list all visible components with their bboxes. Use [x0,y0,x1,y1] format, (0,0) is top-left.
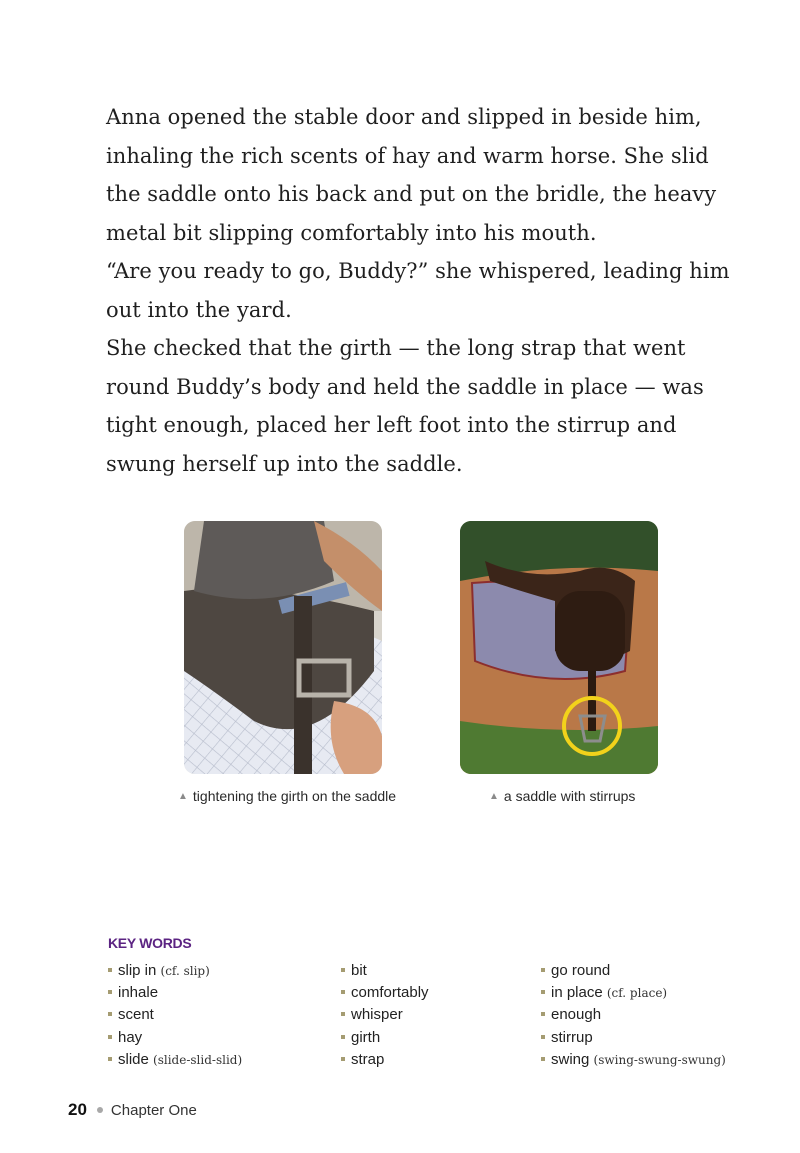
keyword-item [541,1027,726,1049]
keyword-item [541,960,726,982]
keyword-word: stirrup [551,1028,593,1046]
bullet-icon [341,990,345,994]
keyword-item [541,982,726,1004]
bullet-icon [541,990,545,994]
keyword-item [108,1049,242,1071]
keyword-word: slip in [118,962,157,979]
saddle-photo [460,521,658,774]
keyword-word: whisper [351,1006,403,1024]
keyword-word: scent [118,1006,154,1024]
bullet-icon [541,968,545,972]
caption-text: tightening the girth on the saddle [192,788,397,804]
keyword-word: comfortably [351,984,429,1002]
keyword-item [108,960,242,982]
keyword-word: slide [118,1050,149,1068]
keyword-word: girth [351,1028,381,1046]
triangle-up-icon: ▲ [178,790,188,802]
bullet-icon [541,1035,545,1039]
triangle-up-icon: ▲ [489,790,499,802]
keyword-item [341,1049,429,1071]
keyword-word: swing [551,1050,590,1068]
keyword-note: (cf. slip) [160,964,210,978]
keyword-word: bit [351,962,367,979]
keyword-item [541,1004,726,1026]
keyword-word: enough [551,1006,602,1024]
bullet-icon [108,1057,112,1061]
bullet-icon [341,1035,345,1039]
keyword-column [108,960,242,1071]
bullet-icon [541,1012,545,1016]
figure-caption [489,788,635,804]
bullet-icon [341,968,345,972]
bullet-icon [108,968,112,972]
keyword-item [341,1004,429,1026]
keyword-item [108,982,242,1004]
keyword-item [541,1049,726,1071]
keyword-word: inhale [118,984,159,1002]
keyword-column [541,960,726,1071]
keyword-word: in place [551,984,603,1002]
story-paragraph: She checked that the girth — the long strap that went round Buddy’s body and held the saddle in place — was tight enough, placed her left foot into the stirrup and swung herself up into the saddle. [106,336,704,476]
keyword-note: (slide-slid-slid) [153,1052,243,1067]
caption-text: a saddle with stirrups [503,788,636,804]
story-paragraph: Anna opened the stable door and slipped in beside him, inhaling the rich scents of hay and warm horse. She slid the saddle onto his back and put on the bridle, the heavy metal bit slipping comfortably into his mouth. [106,105,717,245]
keyword-note: (cf. place) [606,986,668,1001]
keyword-item [108,1004,242,1026]
keyword-item [341,1027,429,1049]
keyword-item [341,982,429,1004]
keyword-word: go round [551,962,611,979]
page-footer [68,1100,197,1120]
keyword-item [108,1027,242,1049]
figure-caption [178,788,396,804]
bullet-icon [108,1012,112,1016]
keyword-column [341,960,429,1071]
dot-separator-icon [97,1107,103,1113]
key-words-heading: KEY WORDS [108,935,192,951]
bullet-icon [108,1035,112,1039]
keyword-item [341,960,429,982]
girth-photo [184,521,382,774]
page-number: 20 [68,1100,87,1119]
story-text [106,98,746,483]
bullet-icon [341,1012,345,1016]
bullet-icon [341,1057,345,1061]
bullet-icon [541,1057,545,1061]
keyword-note: (swing-swung-swung) [593,1052,726,1067]
keyword-word: strap [351,1050,385,1068]
bullet-icon [108,990,112,994]
chapter-label: Chapter One [110,1101,197,1119]
keyword-word: hay [118,1028,143,1046]
story-paragraph: “Are you ready to go, Buddy?” she whispered, leading him out into the yard. [106,259,730,322]
